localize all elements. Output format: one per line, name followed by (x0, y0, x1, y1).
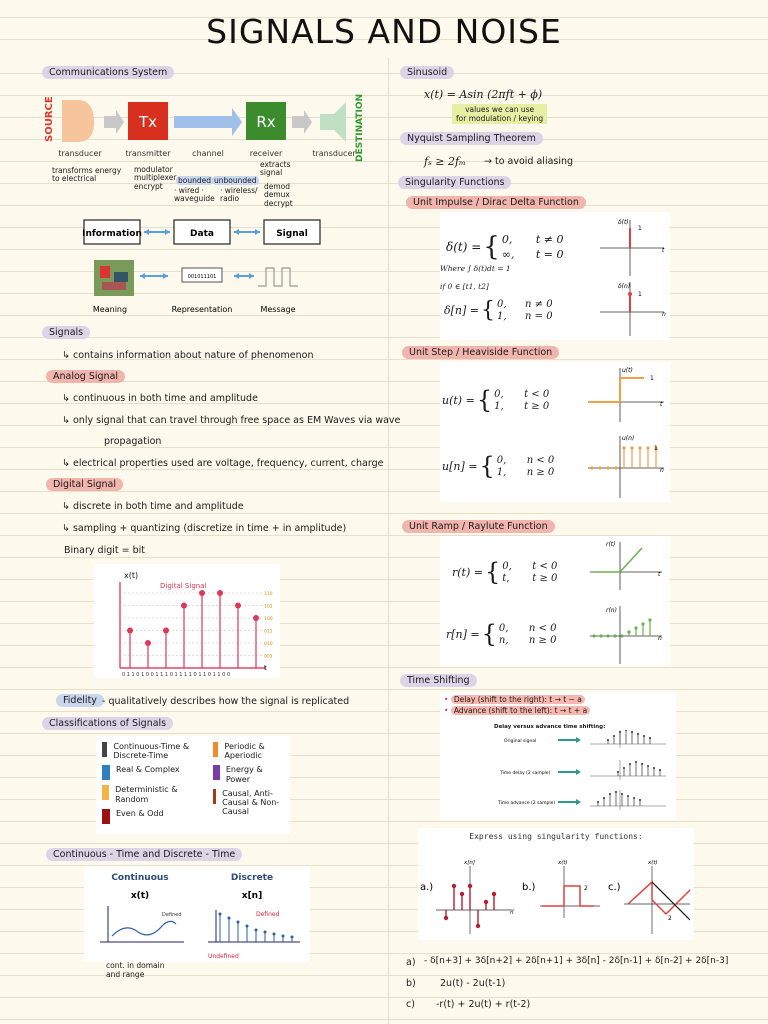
svg-text:r(n): r(n) (606, 607, 617, 614)
label-receiver: receiver (249, 149, 283, 158)
svg-text:1: 1 (650, 375, 654, 382)
delay-line: • Delay (shift to the right): t → t − a (444, 695, 585, 704)
answer-c-label: c) (406, 999, 415, 1010)
svg-text:n: n (662, 311, 666, 318)
chart-ylabel: x(t) (124, 571, 139, 580)
step-card (440, 362, 670, 502)
legend-item: Even & Odd (102, 809, 203, 824)
arrow-2 (292, 110, 312, 134)
tag-fidelity: Fidelity (56, 694, 104, 707)
sinusoid-note (452, 104, 547, 124)
chart-tick-label: 001 (264, 654, 273, 660)
dt-xn-label: x[n] (241, 891, 263, 901)
note-transducer: transforms energy to electrical (52, 166, 122, 184)
classifications-legend (96, 736, 290, 834)
chart-point (163, 628, 169, 634)
chart-point (253, 615, 259, 621)
analog-line-2b: propagation (104, 436, 162, 447)
express-title: Express using singularity functions: (469, 832, 643, 841)
svg-text:t: t (662, 247, 665, 254)
source-label: SOURCE (44, 96, 55, 142)
svg-text:2: 2 (668, 915, 672, 922)
label-channel: channel (192, 149, 224, 158)
legend-item: Deterministic & Random (102, 785, 203, 803)
impulse-plots (590, 212, 670, 340)
sinusoid-note-2: for modulation / keying (456, 114, 544, 123)
information-label: Information (82, 229, 142, 239)
answer-b-label: b) (406, 978, 416, 989)
time-shifting-card (440, 692, 676, 820)
fidelity-text: - qualitatively describes how the signal is replicated (102, 696, 350, 707)
note-receiver: extracts signal (260, 160, 291, 178)
information-diagram (82, 214, 324, 318)
chart-tick-label: 101 (264, 604, 273, 610)
channel-arrow (174, 108, 242, 136)
tag-time-shifting: Time Shifting (400, 674, 477, 687)
express-plots (418, 844, 694, 940)
ramp-card (440, 536, 670, 666)
express-card (418, 828, 694, 940)
svg-text:2: 2 (584, 885, 588, 892)
svg-text:t: t (658, 571, 661, 578)
legend-item: Energy & Power (213, 765, 285, 783)
tag-signals: Signals (42, 326, 90, 339)
legend-item: Continuous-Time & Discrete-Time (102, 742, 203, 760)
note-bounded: bounded (178, 176, 211, 185)
analog-line-2: ↳ only signal that can travel through free space as EM Waves via wave (62, 415, 401, 426)
ramp-plots (580, 536, 670, 666)
binary-label: 001011101 (187, 274, 217, 280)
svg-text:x(t): x(t) (648, 860, 658, 866)
chart-point (127, 628, 133, 634)
svg-text:1: 1 (638, 225, 642, 232)
svg-text:t: t (660, 401, 663, 408)
answer-a-label: a) (406, 957, 416, 968)
shift-chart-title: Delay versus advance time shifting: (494, 724, 606, 730)
tag-communications-system: Communications System (42, 66, 174, 79)
sinusoid-note-1: values we can use (465, 105, 535, 114)
svg-text:n: n (660, 467, 664, 474)
data-label: Data (190, 229, 214, 239)
impulse-where: Where ∫ δ(t)dt = 1 (440, 264, 511, 273)
express-a-label: a.) (420, 882, 434, 893)
nyquist-note: → to avoid aliasing (484, 156, 574, 167)
destination-speaker (320, 102, 346, 142)
answer-a-text: - δ[n+3] + 3δ[n+2] + 2δ[n+1] + 3δ[n] - 2δ[n-1] + δ[n-2] + 2δ[n-3] (424, 956, 729, 966)
comm-system-diagram (44, 84, 370, 164)
ramp-t-formula: r(t) = { 0, t < 0 t, t ≥ 0 (452, 558, 558, 586)
step-n-formula: u[n] = { 0, n < 0 1, n ≥ 0 (442, 452, 555, 480)
chart-point (199, 590, 205, 596)
tx-label: Tx (138, 113, 158, 131)
chart-title: Digital Signal (160, 582, 207, 590)
express-c-label: c.) (608, 882, 621, 893)
svg-text:r(t): r(t) (606, 541, 616, 548)
tag-classifications: Classifications of Signals (42, 717, 173, 730)
meaning-label: Meaning (92, 305, 128, 314)
chart-point (181, 603, 187, 609)
shift-plots (440, 730, 676, 820)
discrete-heading: Discrete (230, 873, 274, 883)
note-unbounded-items: · wireless/ radio (220, 186, 258, 204)
svg-text:δ(n): δ(n) (618, 283, 631, 290)
ct-curve (112, 921, 176, 936)
impulse-if: if 0 ∈ [t1, t2] (440, 282, 489, 291)
svg-text:u(n): u(n) (622, 435, 635, 442)
analog-line-1: ↳ continuous in both time and amplitude (62, 393, 258, 404)
chart-xlabel: t (264, 664, 267, 672)
tag-unit-step: Unit Step / Heaviside Function (402, 346, 559, 359)
digital-signal-chart (94, 564, 280, 678)
chart-tick-label: 011 (264, 629, 273, 635)
square-wave (258, 268, 298, 286)
signals-line-1: ↳ contains information about nature of phenomenon (62, 350, 314, 361)
svg-text:n: n (658, 635, 662, 642)
ct-dt-note: cont. in domain and range (106, 961, 165, 979)
label-transducer: transducer (58, 149, 102, 158)
impulse-n-formula: δ[n] = { 0, n ≠ 0 1, n = 0 (444, 298, 553, 323)
note-bounded-items: · wired · waveguide (174, 186, 215, 204)
label-transmitter: transmitter (125, 149, 171, 158)
shift-row-advance: Time advance (2 sample) (498, 801, 556, 806)
tag-nyquist: Nyquist Sampling Theorem (400, 132, 543, 145)
tag-sinusoid: Sinusoid (400, 66, 454, 79)
shift-row-original: Original signal (504, 739, 537, 744)
message-label: Message (260, 305, 296, 314)
svg-text:n: n (510, 910, 514, 916)
legend-item: Causal, Anti-Causal & Non-Causal (213, 789, 285, 817)
svg-text:x[n]: x[n] (464, 860, 476, 866)
continuous-heading: Continuous (111, 873, 169, 883)
ct-defined-note: Defined (162, 912, 182, 918)
chart-point (217, 590, 223, 596)
chart-tick-label: 010 (264, 642, 273, 647)
dt-undefined-note: Undefined (208, 953, 239, 960)
note-receiver-2: demod demux decrypt (264, 182, 293, 208)
step-plots (580, 362, 670, 502)
svg-text:x(t): x(t) (558, 860, 568, 866)
chart-tick-label: 100 (264, 617, 273, 622)
analog-line-3: ↳ electrical properties used are voltage, frequency, current, charge (62, 458, 384, 469)
svg-text:δ(t): δ(t) (618, 219, 629, 226)
nyquist-formula: fₛ ≥ 2fₘ (424, 155, 466, 168)
legend-item: Real & Complex (102, 765, 203, 780)
svg-text:1: 1 (638, 291, 642, 298)
column-divider (388, 58, 389, 1024)
tag-analog-signal: Analog Signal (46, 370, 125, 383)
tag-singularity: Singularity Functions (398, 176, 511, 189)
dt-defined-note: Defined (256, 911, 280, 918)
svg-text:1: 1 (654, 445, 658, 452)
express-b-label: b.) (522, 882, 536, 893)
tag-unit-impulse: Unit Impulse / Dirac Delta Function (406, 196, 586, 209)
answer-b-text: 2u(t) - 2u(t-1) (440, 978, 506, 989)
tag-digital-signal: Digital Signal (46, 478, 123, 491)
page-title: SIGNALS AND NOISE (206, 12, 562, 51)
rx-label: Rx (256, 113, 276, 131)
note-transmitter: modulator multiplexer encrypt (134, 165, 177, 191)
chart-point (235, 603, 241, 609)
impulse-t-formula: δ(t) = { 0, t ≠ 0 ∞, t = 0 (446, 232, 564, 262)
digital-line-1: ↳ discrete in both time and amplitude (62, 501, 244, 512)
chart-x-bits: 0 1 1 0 1 0 0 1 1 1 0 1 1 1 1 0 1 1 0 1 1 0 0 (122, 672, 231, 678)
arrow-1 (104, 110, 124, 134)
source-transducer-shape (62, 100, 94, 142)
chart-point (145, 640, 151, 646)
impulse-card (440, 212, 670, 340)
legend-item: Periodic & Aperiodic (213, 742, 285, 760)
label-transducer-2: transducer (312, 149, 356, 158)
representation-label: Representation (171, 305, 233, 314)
digital-line-3: Binary digit = bit (64, 545, 146, 556)
tag-unit-ramp: Unit Ramp / Raylute Function (402, 520, 555, 533)
step-t-formula: u(t) = { 0, t < 0 1, t ≥ 0 (442, 386, 550, 414)
sinusoid-formula: x(t) = Asin (2πft + ϕ) (424, 88, 543, 101)
shift-row-delay: Time delay (2 sample) (500, 771, 551, 776)
ramp-n-formula: r[n] = { 0, n < 0 n, n ≥ 0 (446, 620, 557, 648)
ct-xt-label: x(t) (130, 891, 150, 901)
signal-label: Signal (276, 229, 308, 239)
advance-line: • Advance (shift to the left): t → t + a (444, 706, 590, 715)
note-unbounded: unbounded (214, 176, 257, 185)
chart-tick-label: 110 (264, 592, 273, 597)
ct-dt-diagram (84, 866, 310, 962)
digital-line-2: ↳ sampling + quantizing (discretize in time + in amplitude) (62, 523, 347, 534)
destination-label: DESTINATION (355, 93, 365, 162)
answer-c-text: -r(t) + 2u(t) + r(t-2) (436, 999, 531, 1010)
svg-text:u(t): u(t) (622, 367, 633, 374)
tag-ct-dt: Continuous - Time and Discrete - Time (46, 848, 242, 861)
